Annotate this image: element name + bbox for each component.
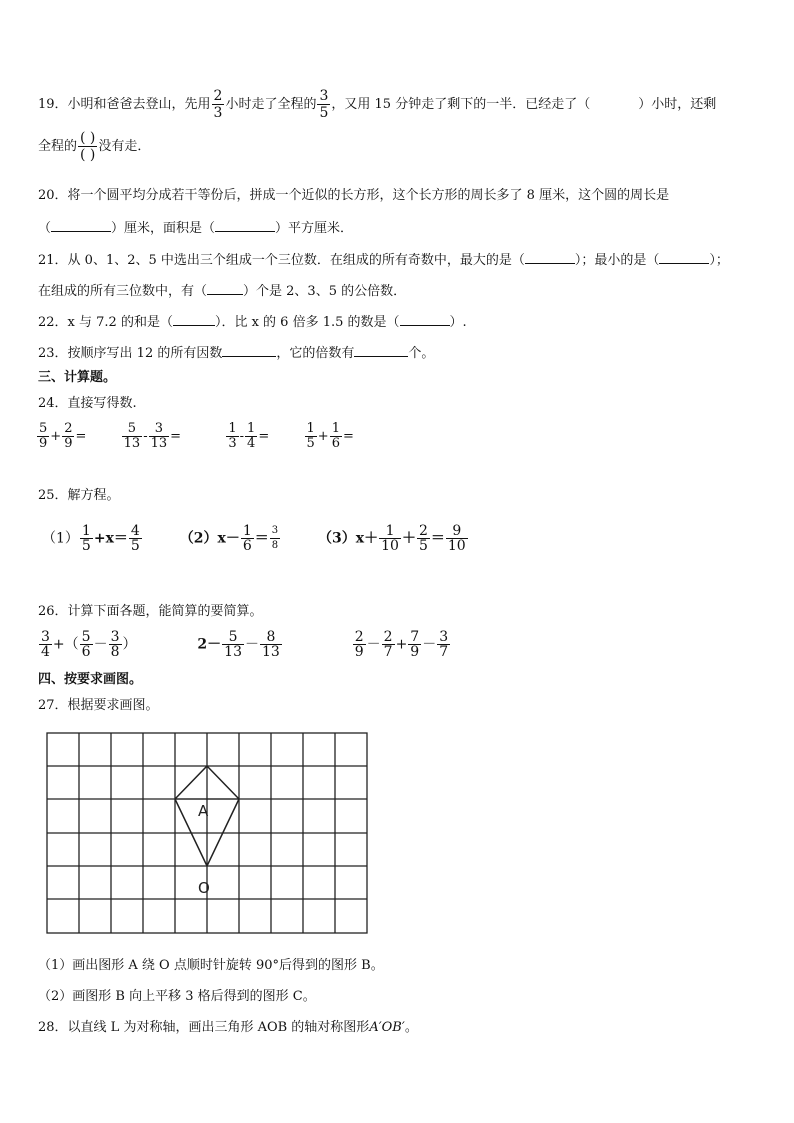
expr-24-4[interactable]: $\frac{1}{5}$ + $\frac{1}{6}$ =	[306, 421, 354, 451]
question-28: 28．以直线 L 为对称轴，画出三角形 AOB 的轴对称图形A′OB′。	[38, 1020, 418, 1035]
equation-25-3[interactable]: （3）x＋ $\frac{1}{10}$ ＋ $\frac{2}{5}$ ＝ $\frac{9}{10}$	[318, 523, 466, 554]
answer-blank[interactable]	[207, 282, 243, 295]
expr-26-3[interactable]: $\frac{2}{9}$ － $\frac{2}{7}$ + $\frac{7}{9}$ － $\frac{3}{7}$	[354, 629, 449, 660]
answer-blank[interactable]	[51, 219, 111, 232]
question-26-expressions	[38, 630, 451, 659]
answer-blank[interactable]	[659, 251, 709, 264]
expr-24-3[interactable]: $\frac{1}{3}$ - $\frac{1}{4}$ =	[228, 421, 270, 451]
answer-blank[interactable]	[173, 313, 215, 326]
section-title-4: 四、按要求画图。	[38, 672, 143, 687]
shape-label: A′OB′	[369, 1020, 405, 1035]
fraction-blank[interactable]: $\frac{( )}{( )}$	[80, 130, 96, 163]
question-27-sub2: （2）画图形 B 向上平移 3 格后得到的图形 C。	[38, 989, 316, 1004]
question-20-line1: 20．将一个圆平均分成若干等份后，拼成一个近似的长方形，这个长方形的周长多了 8 厘米，这个圆的周长是	[38, 188, 670, 203]
question-24-items	[36, 422, 354, 451]
expr-24-1[interactable]: $\frac{5}{9}$ + $\frac{2}{9}$ =	[39, 421, 87, 451]
question-23: 23．按顺序写出 12 的所有因数 ，它的倍数有 个。	[38, 346, 435, 361]
question-26-title: 26．计算下面各题，能简算的要简算。	[38, 604, 263, 619]
answer-blank[interactable]	[400, 313, 450, 326]
fraction-three-fifths: $\frac{3}{5}$	[319, 88, 329, 121]
expr-26-2[interactable]: 2－ $\frac{5}{13}$ － $\frac{8}{13}$	[197, 629, 280, 660]
question-25-title: 25．解方程。	[38, 488, 120, 503]
question-27-sub1: （1）画出图形 A 绕 O 点顺时针旋转 90°后得到的图形 B。	[38, 958, 384, 973]
answer-blank[interactable]	[354, 344, 408, 357]
label-a: A	[198, 802, 209, 820]
grid-lines	[47, 733, 367, 933]
answer-blank[interactable]	[222, 344, 276, 357]
question-19-line2: 全程的 $\frac{( )}{( )}$ 没有走．	[38, 130, 151, 163]
label-o: O	[198, 879, 210, 897]
equation-25-2[interactable]: （2）x－ $\frac{1}{6}$ ＝ $\frac{3}{8}$	[179, 523, 279, 554]
equation-25-1[interactable]: （1） $\frac{1}{5}$ +x＝ $\frac{4}{5}$	[42, 523, 140, 554]
answer-blank[interactable]	[525, 251, 575, 264]
question-20-line2: （ ）厘米，面积是（ ）平方厘米．	[38, 221, 354, 236]
question-24-title: 24．直接写得数.	[38, 396, 137, 411]
expr-26-1[interactable]: $\frac{3}{4}$ +（ $\frac{5}{6}$ － $\frac{3}{8}$ ）	[41, 629, 137, 660]
section-title-3: 三、计算题。	[38, 370, 117, 385]
question-19-line1: 19．小明和爸爸去登山，先用 $\frac{2}{3}$ 小时走了全程的 $\frac{3}{5}$ ，又用 15 分钟走了剩下的一半．已经走了（ ）小时，还剩	[38, 88, 717, 121]
expr-24-2[interactable]: $\frac{5}{13}$ - $\frac{3}{13}$ =	[123, 421, 182, 451]
question-25-equations	[42, 524, 469, 553]
grid-figure[interactable]	[46, 732, 376, 942]
question-22: 22．x 与 7.2 的和是（ ）．比 x 的 6 倍多 1.5 的数是（ ）.	[38, 315, 467, 330]
question-21-line1: 21．从 0、1、2、5 中选出三个组成一个三位数．在组成的所有奇数中，最大的是（ ）；最小的是（ ）；	[38, 253, 729, 268]
answer-blank[interactable]	[215, 219, 275, 232]
question-21-line2: 在组成的所有三位数中，有（ ）个是 2、3、5 的公倍数．	[38, 284, 407, 299]
question-27-title: 27．根据要求画图。	[38, 698, 159, 713]
fraction-two-thirds: $\frac{2}{3}$	[213, 88, 223, 121]
